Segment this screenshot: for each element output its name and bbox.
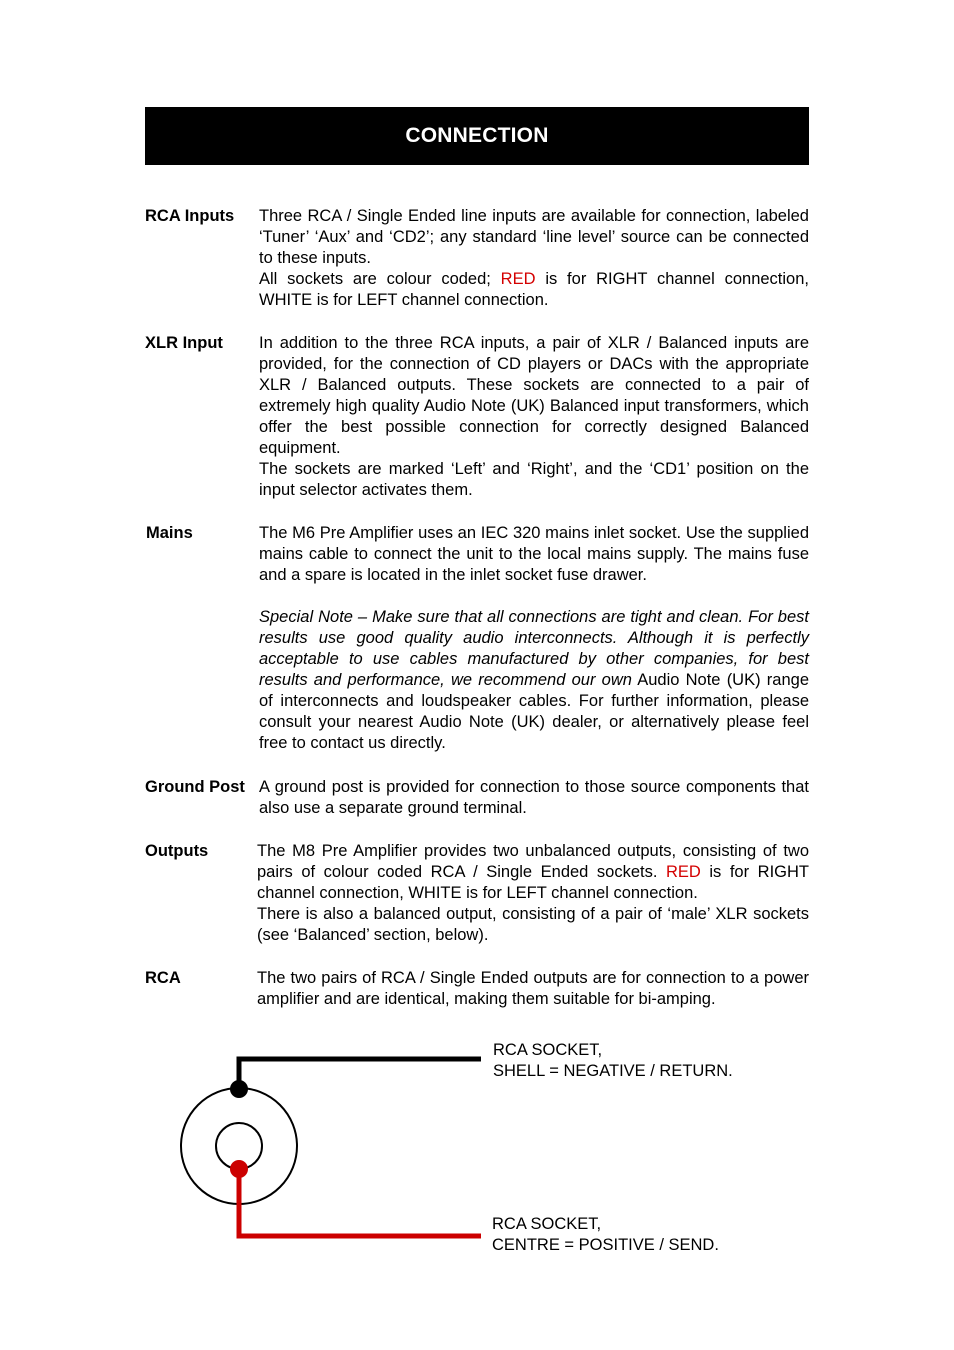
paragraph: A ground post is provided for connection to those source components that also use a separate ground terminal. <box>259 778 809 817</box>
page-title: CONNECTION <box>145 107 809 165</box>
text-run: is for RIGHT channel connection, WHITE is for LEFT channel connection. <box>257 863 809 902</box>
shell-label-line1: RCA SOCKET, <box>493 1041 603 1059</box>
centre-wire <box>239 1169 481 1236</box>
shell-connection-dot <box>230 1080 248 1098</box>
section-label: RCA Inputs <box>145 207 235 225</box>
paragraph: The two pairs of RCA / Single Ended outputs are for connection to a power amplifier and are identical, making them suitable for bi-amping. <box>257 969 809 1008</box>
section-label: RCA <box>145 969 181 987</box>
centre-connection-dot <box>230 1160 248 1178</box>
centre-label-line2: CENTRE = POSITIVE / SEND. <box>492 1236 719 1254</box>
shell-wire <box>239 1059 481 1089</box>
section-label: XLR Input <box>145 334 223 352</box>
section-label: Ground Post <box>145 778 245 796</box>
red-keyword: RED <box>500 270 536 288</box>
paragraph: There is also a balanced output, consisting of a pair of ‘male’ XLR sockets (see ‘Balanced’ section, below). <box>257 905 809 944</box>
text-run: is for RIGHT channel connection, WHITE is for LEFT channel connection. <box>259 270 809 309</box>
paragraph: The M6 Pre Amplifier uses an IEC 320 mains inlet socket. Use the supplied mains cable to connect the unit to the local mains supply. The mains fuse and a spare is located in the inlet socket fuse drawer. <box>259 524 809 584</box>
paragraph: In addition to the three RCA inputs, a pair of XLR / Balanced inputs are provided, for the connection of CD players or DACs with the appropriate XLR / Balanced outputs. These sockets are connected to a pair of extremely high quality Audio Note (UK) Balanced input transformers, which offer the best possible connection for correctly designed Balanced equipment. <box>259 334 809 457</box>
shell-label-line2: SHELL = NEGATIVE / RETURN. <box>493 1062 733 1080</box>
section-label: Mains <box>146 524 193 542</box>
shell-label <box>493 1040 733 1082</box>
note-regular: Audio Note (UK) range of interconnects and loudspeaker cables. For further information, please consult your nearest Audio Note (UK) dealer, or alternatively please feel free to contact us directly. <box>259 671 810 752</box>
text-run: All sockets are colour coded; <box>259 270 501 288</box>
text-run: The M8 Pre Amplifier provides two unbalanced outputs, consisting of two pairs of colour coded RCA / Single Ended sockets. <box>257 842 809 881</box>
paragraph: The sockets are marked ‘Left’ and ‘Right’, and the ‘CD1’ position on the input selector activates them. <box>259 460 809 499</box>
note-italic: Special Note – Make sure that all connections are tight and clean. For best results use good quality audio interconnects. Although it is perfectly acceptable to use cables manufactured by other companies, for best results and performance, we recommend our own <box>259 608 809 689</box>
red-keyword: RED <box>665 863 701 881</box>
paragraph: Three RCA / Single Ended line inputs are available for connection, labeled ‘Tuner’ ‘Aux’ and ‘CD2’; any standard ‘line level’ source can be connected to these inputs. <box>259 207 809 267</box>
centre-label-line1: RCA SOCKET, <box>492 1215 602 1233</box>
centre-label <box>492 1214 719 1256</box>
section-label: Outputs <box>145 842 209 860</box>
